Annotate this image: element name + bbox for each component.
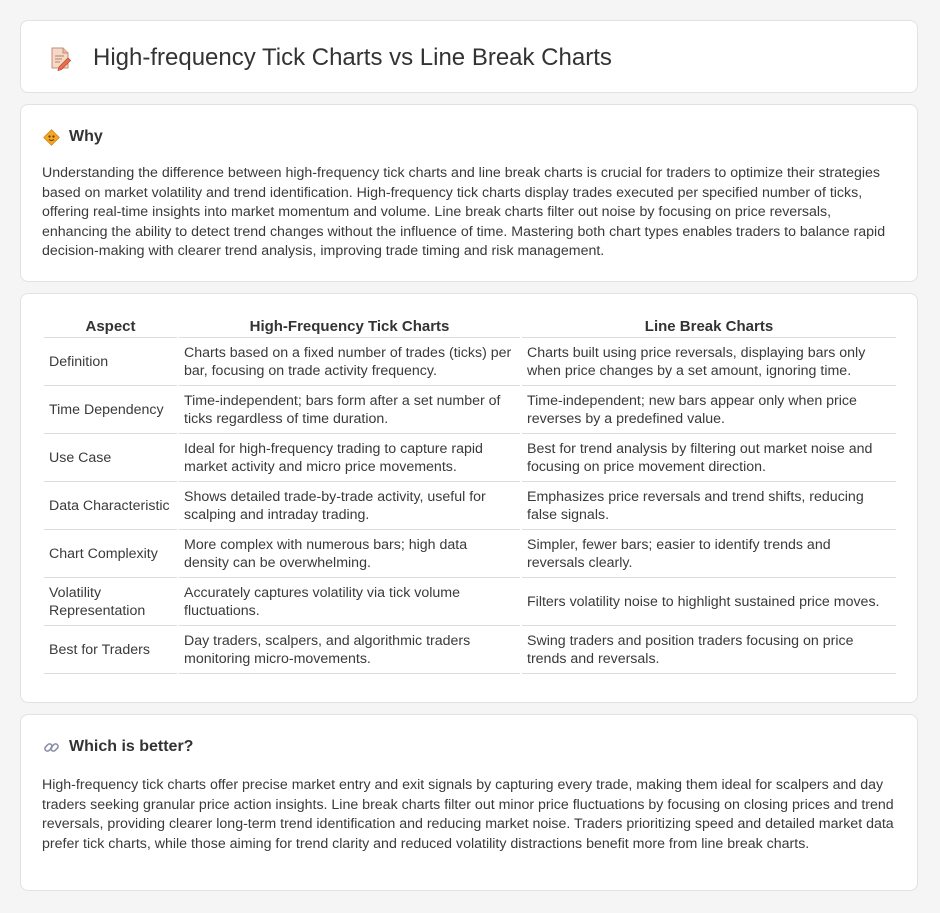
- table-row: [44, 578, 896, 626]
- link-icon: [43, 739, 60, 756]
- table-row: [44, 530, 896, 578]
- line-break-cell: Filters volatility noise to highlight sustained price moves.: [522, 578, 896, 626]
- table-header-row: [44, 316, 896, 338]
- table-row: [44, 434, 896, 482]
- document-pencil-icon: [47, 45, 73, 71]
- tick-cell: Shows detailed trade-by-trade activity, useful for scalping and intraday trading.: [179, 482, 520, 530]
- aspect-cell: Data Characteristic: [44, 482, 177, 530]
- why-heading: Why: [69, 128, 103, 145]
- why-card: [20, 104, 918, 282]
- comparison-table: [42, 316, 898, 674]
- diamond-warning-icon: [43, 129, 60, 146]
- line-break-cell: Best for trend analysis by filtering out market noise and focusing on price movement direction.: [522, 434, 896, 482]
- line-break-cell: Time-independent; new bars appear only when price reverses by a predefined value.: [522, 386, 896, 434]
- comparison-card: [20, 293, 918, 703]
- better-text: High-frequency tick charts offer precise market entry and exit signals by capturing every trade, making them ideal for scalpers and day traders seeking granular price action insights. Line break charts filter out minor price fluctuations by focusing on closing prices and trend reversals, providing clearer long-term trend identification and reducing market noise. Traders prioritizing speed and detailed market data prefer tick charts, while those aiming for trend clarity and reduced volatility distractions benefit more from line break charts.: [42, 777, 894, 852]
- aspect-cell: Volatility Representation: [44, 578, 177, 626]
- line-break-cell: Charts built using price reversals, displaying bars only when price changes by a set amount, ignoring time.: [522, 338, 896, 386]
- better-heading: Which is better?: [69, 738, 194, 755]
- which-is-better-card: [20, 714, 918, 891]
- tick-cell: More complex with numerous bars; high data density can be overwhelming.: [179, 530, 520, 578]
- title-card: [20, 20, 918, 93]
- tick-cell: Time-independent; bars form after a set number of ticks regardless of time duration.: [179, 386, 520, 434]
- header-aspect: Aspect: [44, 316, 177, 338]
- table-row: [44, 386, 896, 434]
- table-row: [44, 338, 896, 386]
- aspect-cell: Use Case: [44, 434, 177, 482]
- tick-cell: Charts based on a fixed number of trades (ticks) per bar, focusing on trade activity frequency.: [179, 338, 520, 386]
- table-row: [44, 482, 896, 530]
- tick-cell: Ideal for high-frequency trading to capture rapid market activity and micro price movements.: [179, 434, 520, 482]
- table-row: [44, 626, 896, 674]
- why-heading-row: [43, 127, 103, 147]
- page-title: High-frequency Tick Charts vs Line Break Charts: [93, 44, 612, 71]
- header-line-break-charts: Line Break Charts: [522, 316, 896, 338]
- aspect-cell: Best for Traders: [44, 626, 177, 674]
- tick-cell: Day traders, scalpers, and algorithmic traders monitoring micro-movements.: [179, 626, 520, 674]
- aspect-cell: Chart Complexity: [44, 530, 177, 578]
- tick-cell: Accurately captures volatility via tick volume fluctuations.: [179, 578, 520, 626]
- aspect-cell: Time Dependency: [44, 386, 177, 434]
- title-row: [47, 43, 612, 73]
- line-break-cell: Swing traders and position traders focusing on price trends and reversals.: [522, 626, 896, 674]
- aspect-cell: Definition: [44, 338, 177, 386]
- why-text: Understanding the difference between high-frequency tick charts and line break charts is crucial for traders to optimize their strategies based on market volatility and trend identification. High-frequency tick charts display trades executed per specified number of ticks, offering real-time insights into market momentum and volume. Line break charts filter out noise by focusing on price reversals, enhancing the ability to detect trend changes without the influence of time. Mastering both chart types enables traders to balance rapid decision-making with clearer trend analysis, improving trade timing and risk management.: [42, 165, 886, 260]
- better-heading-row: [43, 737, 193, 757]
- line-break-cell: Simpler, fewer bars; easier to identify trends and reversals clearly.: [522, 530, 896, 578]
- line-break-cell: Emphasizes price reversals and trend shifts, reducing false signals.: [522, 482, 896, 530]
- header-tick-charts: High-Frequency Tick Charts: [179, 316, 520, 338]
